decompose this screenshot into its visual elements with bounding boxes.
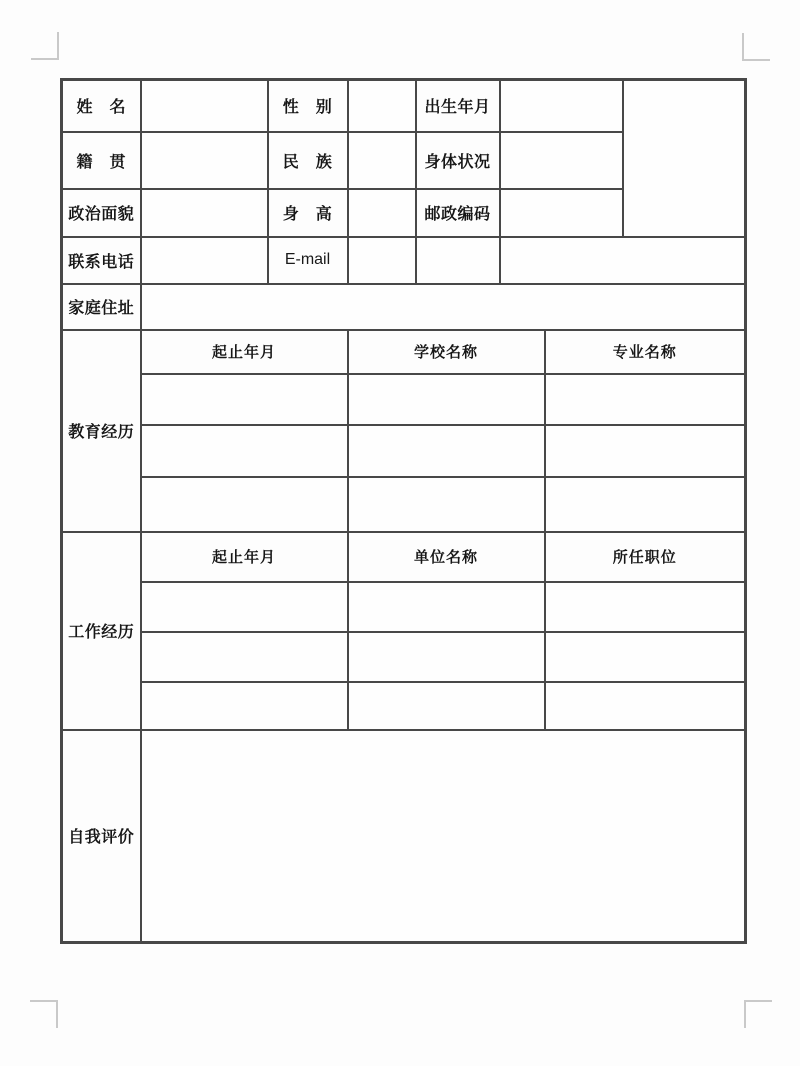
education-school-cell[interactable] (348, 374, 545, 425)
evaluation-input-cell[interactable] (141, 730, 746, 943)
work-row-1 (62, 582, 746, 632)
gender-label: 性 别 (268, 80, 348, 132)
email-input-cell-1[interactable] (348, 237, 416, 284)
work-row-2 (62, 632, 746, 682)
work-header-row (62, 532, 746, 582)
education-period-cell[interactable] (141, 374, 348, 425)
email-input-cell-3[interactable] (500, 237, 746, 284)
education-period-cell[interactable] (141, 425, 348, 477)
education-school-cell[interactable] (348, 477, 545, 532)
evaluation-row (62, 730, 746, 943)
work-position-header: 所任职位 (545, 532, 746, 582)
education-header-row (62, 330, 746, 374)
native-place-input-cell[interactable] (141, 132, 268, 189)
basic-row-4 (62, 237, 746, 284)
education-row-1 (62, 374, 746, 425)
email-label: E-mail (268, 237, 348, 284)
postal-code-label: 邮政编码 (416, 189, 500, 237)
education-school-header: 学校名称 (348, 330, 545, 374)
margin-mark-bottom-right (744, 1000, 772, 1028)
ethnicity-label: 民 族 (268, 132, 348, 189)
education-major-header: 专业名称 (545, 330, 746, 374)
education-row-2 (62, 425, 746, 477)
education-period-header: 起止年月 (141, 330, 348, 374)
work-period-cell[interactable] (141, 682, 348, 730)
home-address-input-cell[interactable] (141, 284, 746, 330)
work-company-header: 单位名称 (348, 532, 545, 582)
work-company-cell[interactable] (348, 632, 545, 682)
gender-input-cell[interactable] (348, 80, 416, 132)
work-position-cell[interactable] (545, 682, 746, 730)
height-input-cell[interactable] (348, 189, 416, 237)
education-row-3 (62, 477, 746, 532)
basic-row-5 (62, 284, 746, 330)
basic-row-1 (62, 80, 746, 132)
phone-label: 联系电话 (62, 237, 141, 284)
work-row-3 (62, 682, 746, 730)
margin-mark-bottom-left (30, 1000, 58, 1028)
education-major-cell[interactable] (545, 425, 746, 477)
height-label: 身 高 (268, 189, 348, 237)
education-section-label: 教育经历 (62, 330, 141, 532)
education-major-cell[interactable] (545, 477, 746, 532)
name-label: 姓 名 (62, 80, 141, 132)
health-input-cell[interactable] (500, 132, 623, 189)
birth-date-input-cell[interactable] (500, 80, 623, 132)
political-status-input-cell[interactable] (141, 189, 268, 237)
education-period-cell[interactable] (141, 477, 348, 532)
work-company-cell[interactable] (348, 682, 545, 730)
work-section-label: 工作经历 (62, 532, 141, 730)
education-school-cell[interactable] (348, 425, 545, 477)
work-company-cell[interactable] (348, 582, 545, 632)
native-place-label: 籍 贯 (62, 132, 141, 189)
birth-date-label: 出生年月 (416, 80, 500, 132)
home-address-label: 家庭住址 (62, 284, 141, 330)
margin-mark-top-right (742, 33, 770, 61)
margin-mark-top-left (31, 32, 59, 60)
work-position-cell[interactable] (545, 632, 746, 682)
name-input-cell[interactable] (141, 80, 268, 132)
work-period-cell[interactable] (141, 632, 348, 682)
phone-input-cell[interactable] (141, 237, 268, 284)
ethnicity-input-cell[interactable] (348, 132, 416, 189)
postal-code-input-cell[interactable] (500, 189, 623, 237)
health-label: 身体状况 (416, 132, 500, 189)
education-major-cell[interactable] (545, 374, 746, 425)
resume-form-table (60, 78, 747, 944)
email-input-cell-2[interactable] (416, 237, 500, 284)
work-period-cell[interactable] (141, 582, 348, 632)
evaluation-section-label: 自我评价 (62, 730, 141, 943)
political-status-label: 政治面貌 (62, 189, 141, 237)
photo-cell[interactable] (623, 80, 746, 237)
work-position-cell[interactable] (545, 582, 746, 632)
work-period-header: 起止年月 (141, 532, 348, 582)
